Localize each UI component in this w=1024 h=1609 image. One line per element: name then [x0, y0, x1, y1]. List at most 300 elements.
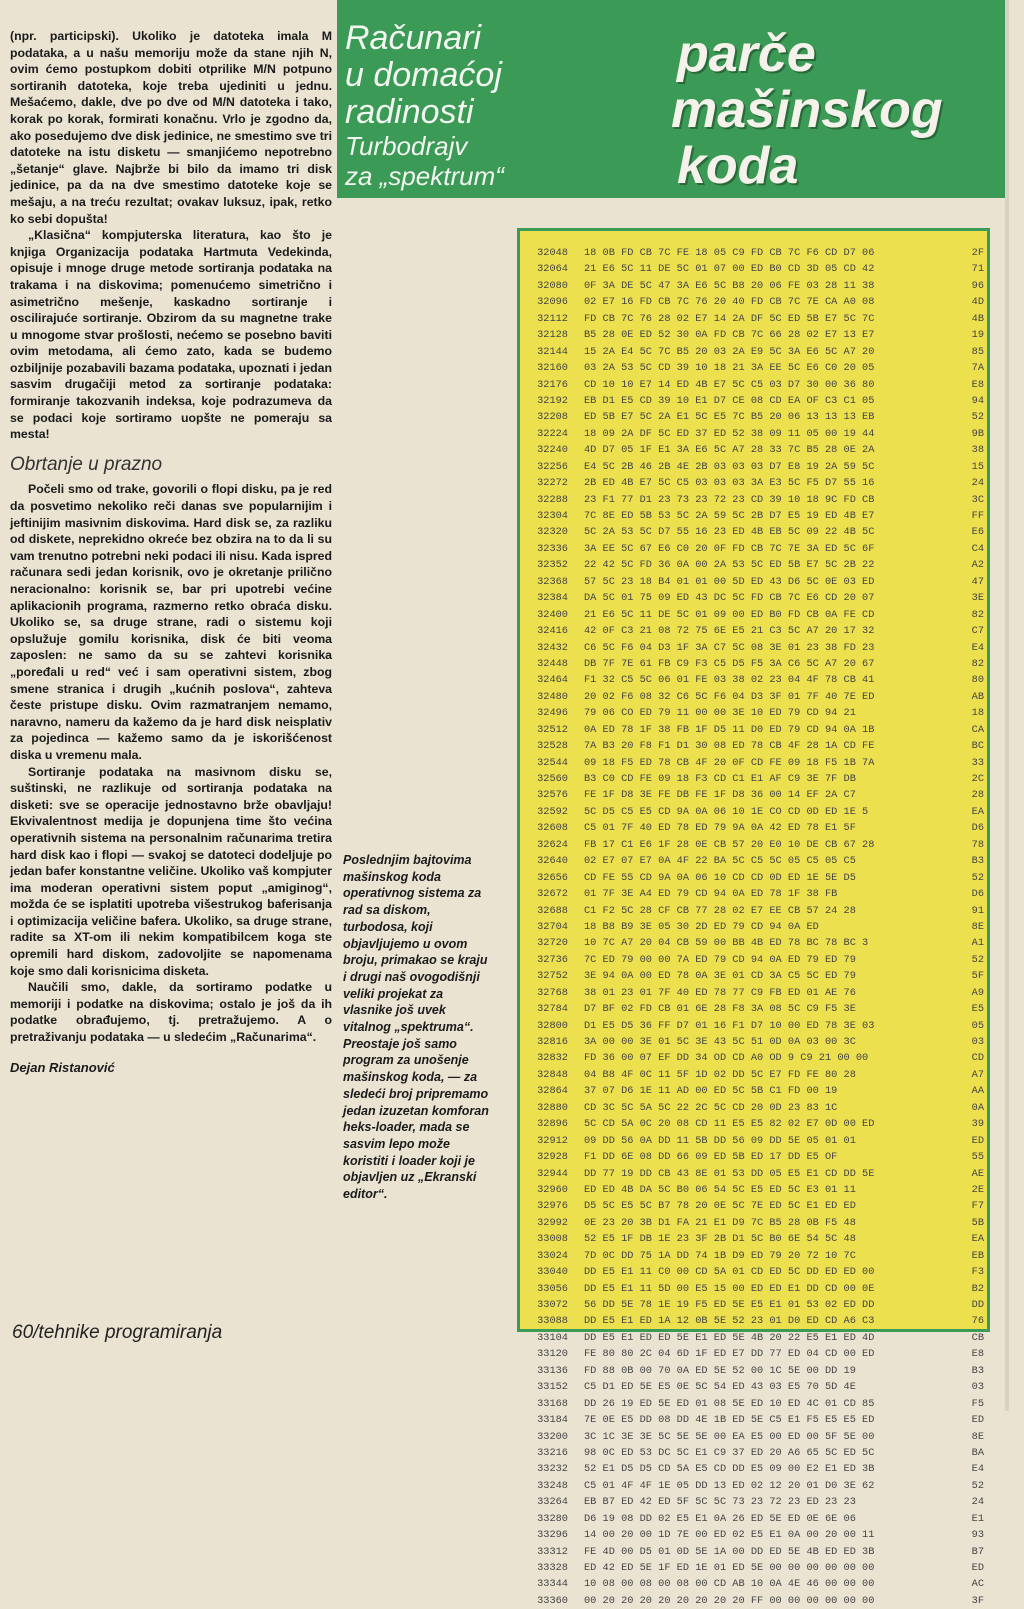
hex-checksum: 9B [971, 427, 984, 440]
hex-checksum: 39 [971, 1118, 984, 1131]
hex-row [522, 1363, 988, 1379]
hex-checksum: CB [971, 1331, 984, 1344]
hex-checksum: 19 [971, 329, 984, 342]
hex-checksum: B3 [971, 855, 984, 868]
article-paragraphs-part2 [10, 481, 332, 1045]
hex-address: 33120 [537, 1348, 568, 1361]
hex-checksum: E8 [971, 1348, 984, 1361]
hex-address: 32224 [537, 427, 568, 440]
hex-checksum: 03 [971, 1036, 984, 1048]
hex-bytes: 57 5C 23 18 B4 01 01 00 5D ED 43 D6 5C 0E 03 ED [584, 575, 875, 588]
hex-address: 32832 [537, 1052, 568, 1065]
hex-bytes: FE 1F D8 3E FE DB FE 1F D8 36 00 14 EF 2A C7 [584, 789, 856, 802]
hex-checksum: 52 [971, 953, 984, 966]
hex-checksum: 47 [971, 575, 984, 588]
hex-checksum: 2F [971, 247, 984, 259]
hex-row [522, 1478, 988, 1494]
header-band [337, 0, 1006, 198]
hex-checksum: A2 [971, 559, 984, 572]
hex-row [522, 442, 988, 458]
hex-address: 33216 [537, 1446, 568, 1459]
hex-address: 32320 [537, 526, 568, 539]
hex-address: 32672 [537, 888, 568, 901]
hex-checksum: AC [971, 1578, 984, 1591]
hex-address: 32256 [537, 460, 568, 473]
hex-row [522, 1067, 988, 1083]
hex-bytes: 5C D5 C5 E5 CD 9A 0A 06 10 1E CO CD 0D ED 1E 5 [584, 805, 869, 818]
hex-address: 32592 [537, 805, 568, 818]
hex-checksum: 76 [971, 1315, 984, 1328]
hex-address: 33008 [537, 1233, 568, 1246]
hex-row [522, 870, 988, 886]
hex-checksum: 3F [971, 1594, 984, 1607]
hex-address: 33104 [537, 1331, 568, 1344]
hex-row [522, 640, 988, 656]
hex-row [522, 1461, 988, 1477]
hex-bytes: 18 09 2A DF 5C ED 37 ED 52 38 09 11 05 00 19 44 [584, 427, 875, 440]
hex-address: 32096 [537, 296, 568, 309]
hex-bytes: EB D1 E5 CD 39 10 E1 D7 CE 08 CD EA OF C3 C1 05 [584, 394, 875, 407]
hex-address: 32944 [537, 1167, 568, 1180]
hex-row [522, 1050, 988, 1066]
hex-bytes: 38 01 23 01 7F 40 ED 78 77 C9 FB ED 01 AE 76 [584, 986, 856, 999]
hex-checksum: 52 [971, 1479, 984, 1492]
hex-checksum: E6 [971, 526, 984, 539]
hex-row [522, 541, 988, 557]
series-title [345, 20, 585, 191]
hex-checksum: A1 [971, 937, 984, 950]
hex-row [522, 1133, 988, 1149]
hex-bytes: 5C CD 5A 0C 20 08 CD 11 E5 E5 82 02 E7 0D 00 ED [584, 1118, 875, 1131]
hex-checksum: BA [971, 1446, 984, 1459]
hex-address: 33248 [537, 1479, 568, 1492]
hex-address: 32704 [537, 920, 568, 933]
hex-row [522, 1264, 988, 1280]
hex-bytes: C5 01 4F 4F 1E 05 DD 13 ED 02 12 20 01 D0 3E 62 [584, 1479, 875, 1492]
hex-row [522, 1034, 988, 1050]
hex-listing-panel [517, 228, 990, 1607]
hex-address: 33232 [537, 1463, 568, 1476]
hex-address: 33072 [537, 1299, 568, 1311]
hex-checksum: EA [971, 805, 984, 818]
hex-address: 33200 [537, 1430, 568, 1443]
hex-address: 32528 [537, 740, 568, 753]
hex-bytes: 02 E7 16 FD CB 7C 76 20 40 FD CB 7C 7E CA A0 08 [584, 296, 875, 309]
hex-bytes: 3A 00 00 3E 01 5C 3E 43 5C 51 0D 0A 03 00 3C [584, 1036, 856, 1048]
hex-checksum: 24 [971, 1496, 984, 1509]
hex-address: 32368 [537, 575, 568, 588]
hex-bytes: 0F 3A DE 5C 47 3A E6 5C B8 20 06 FE 03 28 11 38 [584, 279, 875, 292]
hex-address: 32688 [537, 904, 568, 917]
hex-row [522, 508, 988, 524]
hex-checksum: 5F [971, 970, 984, 983]
hex-row [522, 393, 988, 409]
hex-checksum: 91 [971, 904, 984, 917]
hex-checksum: E4 [971, 1463, 984, 1476]
hex-checksum: 15 [971, 460, 984, 473]
hex-row [522, 1116, 988, 1132]
hex-row [522, 360, 988, 376]
hex-bytes: 52 E1 D5 D5 CD 5A E5 CD DD E5 09 00 E2 E1 ED 3B [584, 1463, 875, 1476]
hex-address: 32608 [537, 822, 568, 835]
hex-row [522, 919, 988, 935]
hex-address: 33280 [537, 1512, 568, 1525]
hex-checksum: ED [971, 1134, 984, 1147]
hex-row [522, 623, 988, 639]
hex-address: 33136 [537, 1364, 568, 1377]
hex-address: 32656 [537, 871, 568, 884]
hex-checksum: AB [971, 690, 984, 703]
hex-bytes: 18 B8 B9 3E 05 30 2D ED 79 CD 94 0A ED [584, 920, 819, 933]
hex-row [522, 886, 988, 902]
hex-row [522, 327, 988, 343]
hex-row [522, 1576, 988, 1592]
article-paragraph: „Klasična“ kompjuterska literatura, kao što je knjiga Organizacija podataka Hartmuta Vedekinda, opisuje i mnoge druge metode sortiranja podataka na trakama i na diskovima; pomenućemo simetrično i asimetrično mešenje, kaskadno sortiranje i oscilirajuće sortiranje. Obzirom da su magnetne trake u mnogome stvar prošlosti, nećemo se posebno baviti ovim metodama, ali ćemo zato, kada se budemo ozbiljnije pozabavili bazama podataka, upoznati i jedan sasvim drugačiji metod za sortiranje podataka: formiranje takozvanih indeksa, koje podrazumeva da se podaci koje sortiramo uopšte ne pomeraju sa mesta! [10, 228, 332, 442]
hex-checksum: 0A [971, 1101, 984, 1114]
hex-address: 32768 [537, 986, 568, 999]
hex-checksum: 8E [971, 1430, 984, 1443]
hex-row [522, 1100, 988, 1116]
hex-bytes: DA 5C 01 75 09 ED 43 DC 5C FD CB 7C E6 CD 20 07 [584, 592, 875, 605]
hex-address: 32304 [537, 510, 568, 522]
hex-row [522, 985, 988, 1001]
hex-address: 32144 [537, 345, 568, 358]
hex-address: 33360 [537, 1594, 568, 1607]
hex-checksum: 24 [971, 477, 984, 490]
hex-address: 32496 [537, 707, 568, 720]
hex-checksum: B3 [971, 1364, 984, 1377]
hex-row [522, 1429, 988, 1445]
hex-address: 32896 [537, 1118, 568, 1131]
hex-checksum: 82 [971, 657, 984, 670]
article-paragraph: Počeli smo od trake, govorili o flopi disku, pa je red da posvetimo nekoliko reči danas sve popularnijim i jeftinijim masivnim diskovima. Hard disk se, za razliku od diskete, neprekidno okreće bez obzira na to da li su vam trenutno potrebni neki podaci ili nisu. Kada ispred računara sedi jedan korisnik, ovo je okretanje prilično neracionalno: korisnik se, bar pri upotrebi većine aplikacionih programa, razmerno retko obraća disku. Ukoliko se, sa druge strane, radi o sistemu koji opslužuje gomilu korisnika, disk će biti veoma zaposlen: ne samo da su se zahtevi korisnika „poređali u red“ već i sam operativni sistem, zbog smene stranica i drugih „kućnih poslova“, zahteva česte pristupe disku. Ovim razmatranjem nemamo, naravno, nameru da kažemo da je hard disk neisplativ za pojedinca — kažemo samo da je iskorišćenost diska u vremenu mala. [10, 482, 332, 762]
hex-bytes: 5C 2A 53 5C D7 55 16 23 ED 4B EB 5C 09 22 4B 5C [584, 526, 875, 539]
hex-address: 32160 [537, 362, 568, 375]
hex-bytes: D5 5C E5 5C B7 78 20 0E 5C 7E ED 5C E1 ED ED [584, 1200, 856, 1213]
hex-row [522, 1593, 988, 1609]
hex-address: 32080 [537, 279, 568, 292]
article-paragraph: Naučili smo, dakle, da sortiramo podatke u memoriji i podatke na diskovima; ostalo je još da ih podatke obrađujemo, tj. pretražujemo. A o pretraživanju podataka — u sledećim „Računarima“. [10, 980, 332, 1045]
hex-address: 32576 [537, 789, 568, 802]
hex-bytes: FD 36 00 07 EF DD 34 OD CD A0 OD 9 C9 21 00 00 [584, 1052, 869, 1065]
hex-checksum: 18 [971, 707, 984, 720]
hex-address: 33152 [537, 1381, 568, 1394]
hex-bytes: CD FE 55 CD 9A 0A 06 10 CD CD 0D ED 1E 5E D5 [584, 871, 856, 884]
hex-bytes: 14 00 20 00 1D 7E 00 ED 02 E5 E1 0A 00 20 00 11 [584, 1529, 875, 1542]
hex-row [522, 1544, 988, 1560]
hex-bytes: 00 20 20 20 20 20 20 20 20 FF 00 00 00 00 00 00 [584, 1594, 875, 1607]
hex-bytes: 7E 0E E5 DD 08 DD 4E 1B ED 5E C5 E1 F5 E5 E5 ED [584, 1414, 875, 1427]
hex-bytes: 23 F1 77 D1 23 73 23 72 23 CD 39 10 18 9C FD CB [584, 493, 875, 506]
hex-bytes: 42 0F C3 21 08 72 75 6E E5 21 C3 5C A7 20 17 32 [584, 625, 875, 638]
hex-address: 32272 [537, 477, 568, 490]
hex-bytes: FD 88 0B 00 70 0A ED 5E 52 00 1C 5E 00 DD 19 [584, 1364, 856, 1377]
hex-row [522, 524, 988, 540]
hex-bytes: 18 0B FD CB 7C FE 18 05 C9 FD CB 7C F6 CD D7 06 [584, 247, 875, 259]
hex-bytes: E4 5C 2B 46 2B 4E 2B 03 03 03 D7 E8 19 2A 59 5C [584, 460, 875, 473]
hex-address: 32480 [537, 690, 568, 703]
hex-checksum: 78 [971, 838, 984, 851]
hex-address: 32912 [537, 1134, 568, 1147]
hex-row [522, 1018, 988, 1034]
hex-bytes: F1 DD 6E 08 DD 66 09 ED 5B ED 17 DD E5 OF [584, 1151, 838, 1164]
hex-bytes: DD E5 E1 ED ED 5E E1 ED 5E 4B 20 22 E5 E1 ED 4D [584, 1331, 875, 1344]
hex-bytes: 04 B8 4F 0C 11 5F 1D 02 DD 5C E7 FD FE 80 28 [584, 1068, 856, 1081]
hex-address: 33312 [537, 1545, 568, 1558]
hex-row [522, 1494, 988, 1510]
hex-row [522, 261, 988, 277]
hex-bytes: FB 17 C1 E6 1F 28 0E CB 57 20 E0 10 DE CB 67 28 [584, 838, 875, 851]
hex-row [522, 1527, 988, 1543]
hex-checksum: ED [971, 1414, 984, 1427]
series-title-line: u domaćoj [345, 56, 502, 94]
hex-bytes: D6 19 08 DD 02 E5 E1 0A 26 ED 5E ED 0E 6E 06 [584, 1512, 856, 1525]
hex-row [522, 1248, 988, 1264]
hex-checksum: C4 [971, 542, 984, 555]
hex-row [522, 1166, 988, 1182]
series-subtitle-line: za „spektrum“ [345, 161, 504, 191]
hex-bytes: DD E5 E1 11 5D 00 E5 15 00 ED ED E1 DD CD 00 0E [584, 1282, 875, 1295]
hex-bytes: 4D D7 05 1F E1 3A E6 5C A7 28 33 7C B5 28 0E 2A [584, 444, 875, 457]
hex-bytes: EB B7 ED 42 ED 5F 5C 5C 73 23 72 23 ED 23 23 [584, 1496, 856, 1509]
hex-bytes: 09 DD 56 0A DD 11 5B DD 56 09 DD 5E 05 01 01 [584, 1134, 856, 1147]
hex-checksum: C7 [971, 625, 984, 638]
hex-row [522, 1281, 988, 1297]
hex-checksum: 3E [971, 592, 984, 605]
hex-address: 32640 [537, 855, 568, 868]
hex-bytes: D1 E5 D5 36 FF D7 01 16 F1 D7 10 00 ED 78 3E 03 [584, 1019, 875, 1032]
hex-address: 32400 [537, 608, 568, 621]
hex-row [522, 1445, 988, 1461]
hex-address: 32352 [537, 559, 568, 572]
hex-address: 32800 [537, 1019, 568, 1032]
hex-bytes: C6 5C F6 04 D3 1F 3A C7 5C 08 3E 01 23 38 FD 23 [584, 641, 875, 654]
hex-address: 33264 [537, 1496, 568, 1509]
hex-listing-table [522, 245, 988, 1609]
hex-row [522, 1396, 988, 1412]
article-title-line: mašinskog [671, 81, 943, 139]
hex-checksum: 2E [971, 1183, 984, 1196]
series-title-line: radinosti [345, 93, 474, 131]
hex-checksum: 52 [971, 871, 984, 884]
hex-bytes: 10 7C A7 20 04 CB 59 00 BB 4B ED 78 BC 78 BC 3 [584, 937, 869, 950]
hex-row [522, 1379, 988, 1395]
hex-bytes: 10 08 00 08 00 08 00 CD AB 10 0A 4E 46 00 00 00 [584, 1578, 875, 1591]
hex-bytes: F1 32 C5 5C 06 01 FE 03 38 02 23 04 4F 78 CB 41 [584, 674, 875, 687]
hex-address: 32848 [537, 1068, 568, 1081]
hex-row [522, 607, 988, 623]
hex-bytes: 3C 1C 3E 3E 5C 5E 5E 00 EA E5 00 ED 00 5F 5E 00 [584, 1430, 875, 1443]
hex-address: 32192 [537, 394, 568, 407]
hex-row [522, 853, 988, 869]
article-title-line: koda [677, 137, 799, 195]
hex-bytes: 02 E7 07 E7 0A 4F 22 BA 5C C5 5C 05 C5 05 C5 [584, 855, 856, 868]
hex-row [522, 903, 988, 919]
hex-address: 32736 [537, 953, 568, 966]
hex-checksum: 85 [971, 345, 984, 358]
hex-checksum: 5B [971, 1216, 984, 1229]
hex-row [522, 1511, 988, 1527]
hex-address: 33344 [537, 1578, 568, 1591]
hex-bytes: 2B ED 4B E7 5C C5 03 03 03 3A E3 5C F5 D7 55 16 [584, 477, 875, 490]
hex-row [522, 557, 988, 573]
hex-address: 33024 [537, 1249, 568, 1262]
hex-row [522, 656, 988, 672]
hex-address: 32240 [537, 444, 568, 457]
hex-bytes: FD CB 7C 76 28 02 E7 14 2A DF 5C ED 5B E7 5C 7C [584, 312, 875, 325]
hex-row [522, 1083, 988, 1099]
hex-bytes: 09 18 F5 ED 78 CB 4F 20 0F CD FE 09 18 F5 1B 7A [584, 756, 875, 769]
hex-bytes: C5 D1 ED 5E E5 0E 5C 54 ED 43 03 E5 70 5D 4E [584, 1381, 856, 1394]
hex-address: 32976 [537, 1200, 568, 1213]
hex-checksum: B2 [971, 1282, 984, 1295]
hex-row [522, 492, 988, 508]
hex-checksum: 94 [971, 394, 984, 407]
hex-address: 32128 [537, 329, 568, 342]
hex-row [522, 771, 988, 787]
article-paragraph: Sortiranje podataka na masivnom disku se, suštinski, ne razlikuje od sortiranja podataka na disketi: sve se operacije jednostavno brže obavljaju! Ekvivalentnost medija je dopunjena time što većina operativnih sistema na personalnim računarima tretira hard disk kao i flopi — svakoj se datoteci dodeljuje po jedan bafer konstantne veličine. Ukoliko vaš kompjuter ima moderan operativni sistem poput „amiginog“, možda će se isplatiti upotreba višestrukog baferisanja i optimizacija veličine bafera. Ukoliko, sa druge strane, radite sa XT-om ili nekim kompatibilcem koga ste opremili hard diskom, zadovoljite se napomenama koje smo dali korisnicima disketa. [10, 764, 332, 978]
hex-address: 32176 [537, 378, 568, 391]
hex-row [522, 377, 988, 393]
hex-bytes: CD 3C 5C 5A 5C 22 2C 5C CD 20 0D 23 83 1C [584, 1101, 838, 1114]
hex-row [522, 426, 988, 442]
hex-row [522, 409, 988, 425]
hex-row [522, 1346, 988, 1362]
hex-checksum: 38 [971, 444, 984, 457]
hex-checksum: DD [971, 1299, 984, 1311]
hex-row [522, 1297, 988, 1313]
hex-bytes: 21 E6 5C 11 DE 5C 01 09 00 ED B0 FD CB 0A FE CD [584, 608, 875, 621]
hex-row [522, 952, 988, 968]
hex-checksum: FF [971, 510, 984, 522]
hex-row [522, 278, 988, 294]
hex-bytes: DB 7F 7E 61 FB C9 F3 C5 D5 F5 3A C6 5C A7 20 67 [584, 657, 875, 670]
hex-checksum: EB [971, 1249, 984, 1262]
hex-checksum: 3C [971, 493, 984, 506]
hex-row [522, 804, 988, 820]
hex-checksum: 4B [971, 312, 984, 325]
hex-checksum: F7 [971, 1200, 984, 1213]
hex-checksum: F3 [971, 1266, 984, 1279]
hex-checksum: A9 [971, 986, 984, 999]
hex-row [522, 820, 988, 836]
hex-checksum: 7A [971, 362, 984, 375]
listing-caption: Poslednjim bajtovima mašinskog koda operativnog sistema za rad sa diskom, turbodosa, koji objavljujemo u ovom broju, primakao se kraju i drugi naš ovogodišnji veliki projekat za vlasnike još uvek vitalnog „spektruma“. Preostaje još samo program za unošenje mašinskog koda, — za sledeći broj pripremamo jedan izuzetan komforan heks-loader, mada se sasvim lepo može koristiti i loader koji je objavljen uz „Ekranski editor“. [343, 853, 489, 1202]
hex-row [522, 755, 988, 771]
hex-row [522, 294, 988, 310]
hex-bytes: DD 77 19 DD CB 43 8E 01 53 DD 05 E5 E1 CD DD 5E [584, 1167, 875, 1180]
hex-address: 32816 [537, 1036, 568, 1048]
hex-bytes: 98 0C ED 53 DC 5C E1 C9 37 ED 20 A6 65 5C ED 5C [584, 1446, 875, 1459]
hex-address: 32288 [537, 493, 568, 506]
hex-bytes: 3E 94 0A 00 ED 78 0A 3E 01 CD 3A C5 5C ED 79 [584, 970, 856, 983]
hex-bytes: DD 26 19 ED 5E ED 01 08 5E ED 10 ED 4C 01 CD 85 [584, 1397, 875, 1410]
article-body [10, 28, 332, 1076]
author-byline: Dejan Ristanović [10, 1059, 115, 1075]
hex-bytes: 52 E5 1F DB 1E 23 3F 2B D1 5C B0 6E 54 5C 48 [584, 1233, 856, 1246]
hex-bytes: 15 2A E4 5C 7C B5 20 03 2A E9 5C 3A E6 5C A7 20 [584, 345, 875, 358]
hex-row [522, 311, 988, 327]
hex-bytes: 7A B3 20 F8 F1 D1 30 08 ED 78 CB 4F 28 1A CD FE [584, 740, 875, 753]
hex-address: 32048 [537, 247, 568, 259]
hex-bytes: 7D 0C DD 75 1A DD 74 1B D9 ED 79 20 72 10 7C [584, 1249, 856, 1262]
hex-row [522, 689, 988, 705]
hex-row [522, 344, 988, 360]
hex-address: 32880 [537, 1101, 568, 1114]
hex-row [522, 590, 988, 606]
hex-bytes: 21 E6 5C 11 DE 5C 01 07 00 ED B0 CD 3D 05 CD 42 [584, 263, 875, 276]
hex-checksum: F5 [971, 1397, 984, 1410]
hex-row [522, 1560, 988, 1576]
hex-bytes: FE 80 80 2C 04 6D 1F ED E7 DD 77 ED 04 CD 00 ED [584, 1348, 875, 1361]
article-title-line: parče [677, 25, 816, 83]
hex-row [522, 1198, 988, 1214]
hex-checksum: 55 [971, 1151, 984, 1164]
hex-checksum: 03 [971, 1381, 984, 1394]
hex-address: 32512 [537, 723, 568, 736]
hex-address: 33184 [537, 1414, 568, 1427]
hex-checksum: 05 [971, 1019, 984, 1032]
hex-bytes: 3A EE 5C 67 E6 C0 20 0F FD CB 7C 7E 3A ED 5C 6F [584, 542, 875, 555]
hex-bytes: 01 7F 3E A4 ED 79 CD 94 0A ED 78 1F 38 FB [584, 888, 838, 901]
hex-bytes: DD E5 E1 11 C0 00 CD 5A 01 CD ED 5C DD ED ED 00 [584, 1266, 875, 1279]
hex-bytes: FE 4D 00 D5 01 0D 5E 1A 00 DD ED 5E 4B ED ED 3B [584, 1545, 875, 1558]
hex-row [522, 574, 988, 590]
hex-address: 32784 [537, 1003, 568, 1016]
hex-address: 33088 [537, 1315, 568, 1328]
hex-checksum: E8 [971, 378, 984, 391]
page-edge [1005, 0, 1009, 1411]
hex-row [522, 722, 988, 738]
hex-address: 33328 [537, 1562, 568, 1574]
hex-checksum: 33 [971, 756, 984, 769]
hex-address: 32720 [537, 937, 568, 950]
hex-row [522, 672, 988, 688]
hex-row [522, 1182, 988, 1198]
hex-bytes: 7C ED 79 00 00 7A ED 79 CD 94 0A ED 79 ED 79 [584, 953, 856, 966]
hex-bytes: 79 06 CO ED 79 11 00 00 3E 10 ED 79 CD 94 21 [584, 707, 856, 720]
hex-bytes: ED 42 ED 5E 1F ED 1E 01 ED 5E 00 00 00 00 00 00 [584, 1562, 875, 1574]
hex-checksum: 93 [971, 1529, 984, 1542]
hex-checksum: 4D [971, 296, 984, 309]
hex-address: 32864 [537, 1085, 568, 1098]
hex-address: 32544 [537, 756, 568, 769]
hex-checksum: E1 [971, 1512, 984, 1525]
series-title-line: Računari [345, 19, 482, 57]
hex-row [522, 1149, 988, 1165]
hex-bytes: 37 07 D6 1E 11 AD 00 ED 5C 5B C1 FD 00 19 [584, 1085, 838, 1098]
hex-bytes: 22 42 5C FD 36 0A 00 2A 53 5C ED 5B E7 5C 2B 22 [584, 559, 875, 572]
hex-bytes: B3 C0 CD FE 09 18 F3 CD C1 E1 AF C9 3E 7F DB [584, 773, 856, 785]
hex-bytes: CD 10 10 E7 14 ED 4B E7 5C C5 03 D7 30 00 36 80 [584, 378, 875, 391]
hex-address: 32752 [537, 970, 568, 983]
hex-address: 32992 [537, 1216, 568, 1229]
hex-bytes: 03 2A 53 5C CD 39 10 18 21 3A EE 5C E6 C0 20 05 [584, 362, 875, 375]
hex-bytes: ED 5B E7 5C 2A E1 5C E5 7C B5 20 06 13 13 13 EB [584, 411, 875, 424]
hex-bytes: D7 BF 02 FD CB 01 6E 28 F8 3A 08 5C C9 F5 3E [584, 1003, 856, 1016]
hex-checksum: 80 [971, 674, 984, 687]
hex-address: 32448 [537, 657, 568, 670]
hex-row [522, 475, 988, 491]
hex-row [522, 1231, 988, 1247]
article-title [671, 25, 943, 195]
hex-checksum: 71 [971, 263, 984, 276]
hex-checksum: AE [971, 1167, 984, 1180]
series-subtitle-line: Turbodrajv [345, 131, 468, 161]
hex-checksum: 52 [971, 411, 984, 424]
hex-checksum: E4 [971, 641, 984, 654]
hex-address: 32960 [537, 1183, 568, 1196]
